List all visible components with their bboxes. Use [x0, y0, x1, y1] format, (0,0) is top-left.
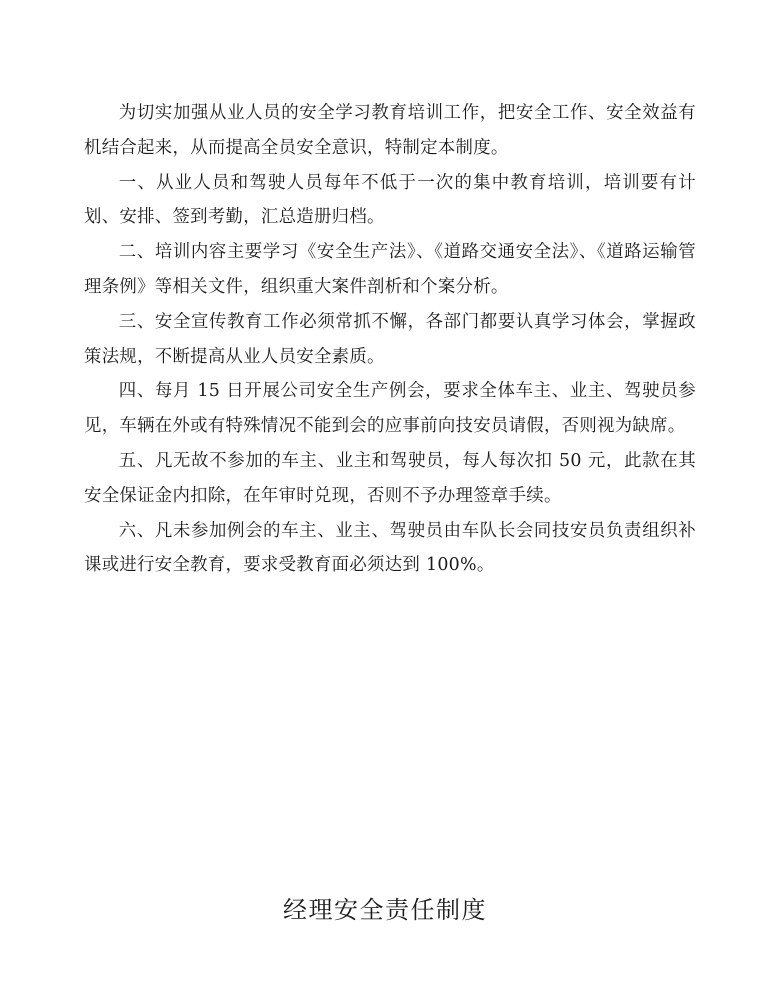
section-title: 经理安全责任制度: [283, 896, 487, 924]
rule-paragraph-5: 五、凡无故不参加的车主、业主和驾驶员，每人每次扣 50 元，此款在其安全保证金内扣除，在年审时兑现，否则不予办理签章手续。: [84, 450, 696, 506]
document-body: [84, 96, 696, 583]
rule-paragraph-3: 三、安全宣传教育工作必须常抓不懈，各部门都要认真学习体会，掌握政策法规，不断提高从业人员安全素质。: [84, 311, 696, 367]
rule-paragraph-6: 六、凡未参加例会的车主、业主、驾驶员由车队长会同技安员负责组织补课或进行安全教育，要求受教育面必须达到 100%。: [84, 520, 696, 576]
rule-paragraph-2: 二、培训内容主要学习《安全生产法》、《道路交通安全法》、《道路运输管理条例》等相关文件，组织重大案件剖析和个案分析。: [84, 242, 696, 297]
rule-paragraph-4: 四、每月 15 日开展公司安全生产例会，要求全体车主、业主、驾驶员参见，车辆在外或有特殊情况不能到会的应事前向技安员请假，否则视为缺席。: [84, 381, 696, 437]
rule-paragraph-1: 一、从业人员和驾驶人员每年不低于一次的集中教育培训，培训要有计划、安排、签到考勤，汇总造册归档。: [84, 172, 696, 228]
intro-paragraph: 为切实加强从业人员的安全学习教育培训工作，把安全工作、安全效益有机结合起来，从而提高全员安全意识，特制定本制度。: [84, 103, 696, 158]
